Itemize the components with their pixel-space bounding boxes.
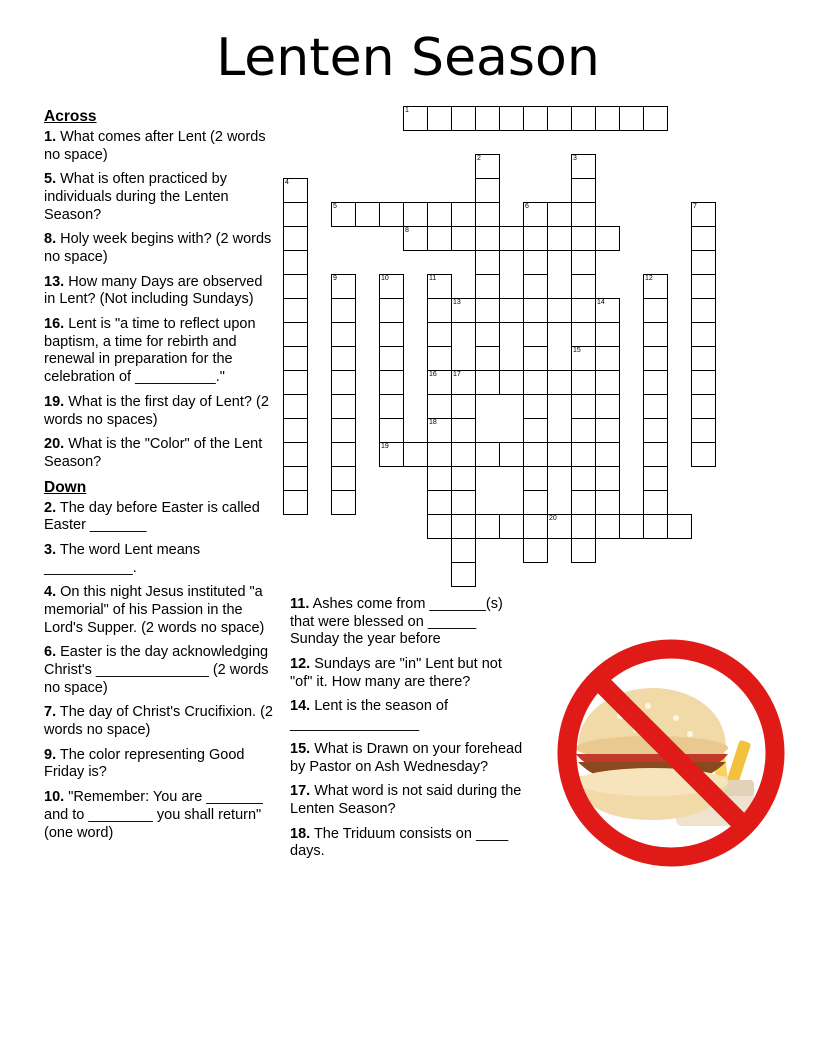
clue-number: 6. bbox=[44, 644, 57, 661]
clue-text: How many Days are observed in Lent? (Not including Sundays) bbox=[44, 273, 263, 308]
crossword-cell[interactable] bbox=[331, 418, 356, 443]
crossword-cell[interactable] bbox=[427, 442, 452, 467]
crossword-cell[interactable] bbox=[283, 250, 308, 275]
cell-number: 5 bbox=[333, 203, 337, 210]
crossword-cell[interactable] bbox=[427, 226, 452, 251]
crossword-cell[interactable] bbox=[331, 466, 356, 491]
crossword-cell[interactable] bbox=[595, 442, 620, 467]
crossword-cell[interactable] bbox=[427, 370, 452, 395]
crossword-cell[interactable] bbox=[595, 514, 620, 539]
across-heading: Across bbox=[44, 108, 97, 125]
crossword-cell[interactable] bbox=[523, 226, 548, 251]
crossword-cell[interactable] bbox=[451, 514, 476, 539]
crossword-cell[interactable] bbox=[619, 106, 644, 131]
clue-down-6 bbox=[44, 644, 276, 697]
crossword-cell[interactable] bbox=[523, 250, 548, 275]
crossword-cell[interactable] bbox=[643, 346, 668, 371]
crossword-cell[interactable] bbox=[643, 442, 668, 467]
crossword-cell[interactable] bbox=[571, 442, 596, 467]
crossword-cell[interactable] bbox=[451, 106, 476, 131]
crossword-cell[interactable] bbox=[499, 514, 524, 539]
crossword-cell[interactable] bbox=[691, 298, 716, 323]
clue-text: Easter is the day acknowledging Christ's ______________ (2 words no space) bbox=[44, 644, 269, 696]
crossword-cell[interactable] bbox=[427, 490, 452, 515]
page-title: Lenten Season bbox=[216, 28, 600, 88]
crossword-cell[interactable] bbox=[691, 370, 716, 395]
crossword-cell[interactable] bbox=[331, 298, 356, 323]
clue-number: 11. bbox=[290, 596, 310, 612]
crossword-cell[interactable] bbox=[691, 250, 716, 275]
crossword-cell[interactable] bbox=[403, 226, 428, 251]
crossword-cell[interactable] bbox=[523, 466, 548, 491]
crossword-cell[interactable] bbox=[523, 538, 548, 563]
clue-down-17 bbox=[290, 783, 528, 818]
crossword-cell[interactable] bbox=[523, 202, 548, 227]
crossword-cell[interactable] bbox=[475, 442, 500, 467]
crossword-cell[interactable] bbox=[475, 106, 500, 131]
cell-number: 18 bbox=[429, 419, 437, 426]
clue-down-12 bbox=[290, 656, 528, 691]
cell-number: 13 bbox=[453, 299, 461, 306]
clue-text: The color representing Good Friday is? bbox=[44, 746, 245, 781]
clue-text: The word Lent means ___________. bbox=[44, 541, 201, 576]
crossword-cell[interactable] bbox=[427, 274, 452, 299]
crossword-cell[interactable] bbox=[595, 106, 620, 131]
crossword-cell[interactable] bbox=[571, 178, 596, 203]
cell-number: 16 bbox=[429, 371, 437, 378]
clue-number: 20. bbox=[44, 436, 65, 453]
crossword-cell[interactable] bbox=[523, 274, 548, 299]
crossword-cell[interactable] bbox=[451, 562, 476, 587]
cell-number: 6 bbox=[525, 203, 529, 210]
crossword-cell[interactable] bbox=[475, 370, 500, 395]
crossword-cell[interactable] bbox=[283, 178, 308, 203]
crossword-cell[interactable] bbox=[499, 298, 524, 323]
clue-text: What is Drawn on your forehead by Pastor on Ash Wednesday? bbox=[290, 740, 523, 775]
clue-down-3 bbox=[44, 542, 276, 577]
crossword-cell[interactable] bbox=[595, 226, 620, 251]
crossword-cell[interactable] bbox=[571, 538, 596, 563]
clue-number: 1. bbox=[44, 128, 57, 145]
crossword-cell[interactable] bbox=[379, 394, 404, 419]
crossword-cell[interactable] bbox=[283, 370, 308, 395]
crossword-cell[interactable] bbox=[403, 106, 428, 131]
clue-number: 12. bbox=[290, 656, 311, 673]
crossword-cell[interactable] bbox=[643, 466, 668, 491]
crossword-cell[interactable] bbox=[595, 346, 620, 371]
crossword-cell[interactable] bbox=[379, 298, 404, 323]
crossword-cell[interactable] bbox=[523, 418, 548, 443]
crossword-cell[interactable] bbox=[379, 346, 404, 371]
crossword-cell[interactable] bbox=[571, 202, 596, 227]
crossword-cell[interactable] bbox=[595, 394, 620, 419]
crossword-cell[interactable] bbox=[547, 442, 572, 467]
crossword-cell[interactable] bbox=[427, 298, 452, 323]
cell-number: 19 bbox=[381, 443, 389, 450]
crossword-cell[interactable] bbox=[379, 202, 404, 227]
crossword-cell[interactable] bbox=[691, 322, 716, 347]
crossword-cell[interactable] bbox=[331, 274, 356, 299]
crossword-cell[interactable] bbox=[379, 370, 404, 395]
across-clues-column bbox=[44, 108, 276, 849]
clue-text: What word is not said during the Lenten Season? bbox=[290, 783, 522, 817]
crossword-cell[interactable] bbox=[283, 298, 308, 323]
crossword-cell[interactable] bbox=[595, 466, 620, 491]
crossword-cell[interactable] bbox=[571, 226, 596, 251]
crossword-cell[interactable] bbox=[379, 322, 404, 347]
crossword-cell[interactable] bbox=[475, 346, 500, 371]
crossword-cell[interactable] bbox=[547, 298, 572, 323]
cell-number: 4 bbox=[285, 179, 289, 186]
clue-number: 3. bbox=[44, 541, 57, 558]
crossword-cell[interactable] bbox=[547, 202, 572, 227]
no-meat-burger-prohibition-image bbox=[548, 630, 794, 876]
clue-number: 19. bbox=[44, 393, 65, 410]
crossword-cell[interactable] bbox=[379, 442, 404, 467]
crossword-cell[interactable] bbox=[475, 298, 500, 323]
crossword-cell[interactable] bbox=[499, 370, 524, 395]
clue-number: 2. bbox=[44, 499, 57, 516]
crossword-cell[interactable] bbox=[475, 226, 500, 251]
crossword-cell[interactable] bbox=[451, 442, 476, 467]
crossword-cell[interactable] bbox=[691, 442, 716, 467]
crossword-cell[interactable] bbox=[691, 226, 716, 251]
crossword-cell[interactable] bbox=[475, 154, 500, 179]
cell-number: 7 bbox=[693, 203, 697, 210]
cell-number: 9 bbox=[333, 275, 337, 282]
crossword-cell[interactable] bbox=[475, 322, 500, 347]
crossword-cell[interactable] bbox=[331, 370, 356, 395]
crossword-cell[interactable] bbox=[451, 490, 476, 515]
crossword-cell[interactable] bbox=[571, 274, 596, 299]
cell-number: 15 bbox=[573, 347, 581, 354]
clue-down-4 bbox=[44, 584, 276, 637]
crossword-cell[interactable] bbox=[523, 394, 548, 419]
crossword-cell[interactable] bbox=[283, 418, 308, 443]
crossword-cell[interactable] bbox=[331, 346, 356, 371]
crossword-cell[interactable] bbox=[571, 514, 596, 539]
clue-number: 18. bbox=[290, 825, 311, 842]
crossword-cell[interactable] bbox=[571, 490, 596, 515]
clue-number: 10. bbox=[44, 789, 65, 806]
crossword-cell[interactable] bbox=[499, 226, 524, 251]
clue-text: The day before Easter is called Easter _______ bbox=[44, 499, 260, 534]
clue-text: "Remember: You are _______ and to ________ you shall return" (one word) bbox=[44, 789, 263, 841]
crossword-cell[interactable] bbox=[451, 226, 476, 251]
down-heading: Down bbox=[44, 478, 87, 496]
clue-text: Lent is the season of ________________ bbox=[290, 698, 449, 733]
cell-number: 10 bbox=[381, 275, 389, 282]
crossword-cell[interactable] bbox=[691, 346, 716, 371]
clue-text: What is the first day of Lent? (2 words no spaces) bbox=[44, 393, 269, 428]
crossword-cell[interactable] bbox=[691, 274, 716, 299]
crossword-cell[interactable] bbox=[427, 466, 452, 491]
crossword-cell[interactable] bbox=[523, 490, 548, 515]
crossword-cell[interactable] bbox=[475, 202, 500, 227]
crossword-cell[interactable] bbox=[379, 274, 404, 299]
clue-across-16 bbox=[44, 316, 276, 387]
crossword-cell[interactable] bbox=[595, 298, 620, 323]
crossword-cell[interactable] bbox=[427, 514, 452, 539]
crossword-cell[interactable] bbox=[331, 322, 356, 347]
cell-number: 17 bbox=[453, 371, 461, 378]
crossword-cell[interactable] bbox=[571, 346, 596, 371]
crossword-cell[interactable] bbox=[547, 106, 572, 131]
crossword-cell[interactable] bbox=[571, 394, 596, 419]
clue-text: The Triduum consists on ____ days. bbox=[290, 825, 509, 860]
crossword-cell[interactable] bbox=[571, 298, 596, 323]
crossword-cell[interactable] bbox=[283, 226, 308, 251]
crossword-cell[interactable] bbox=[571, 370, 596, 395]
crossword-cell[interactable] bbox=[595, 322, 620, 347]
crossword-cell[interactable] bbox=[331, 202, 356, 227]
clue-text: On this night Jesus instituted "a memorial" of his Passion in the Lord's Supper. (2 words no space) bbox=[44, 584, 265, 636]
clue-number: 7. bbox=[44, 704, 57, 721]
clue-text: Ashes come from _______(s) that were blessed on ______ Sunday the year before bbox=[290, 596, 503, 648]
crossword-cell[interactable] bbox=[403, 202, 428, 227]
cell-number: 8 bbox=[405, 227, 409, 234]
crossword-cell[interactable] bbox=[571, 106, 596, 131]
clue-down-10 bbox=[44, 789, 276, 842]
crossword-cell[interactable] bbox=[427, 322, 452, 347]
crossword-cell[interactable] bbox=[571, 250, 596, 275]
crossword-cell[interactable] bbox=[283, 442, 308, 467]
clue-text: Lent is "a time to reflect upon baptism, a time for rebirth and renewal in preparation for the celebration of __________." bbox=[44, 316, 256, 386]
clue-number: 16. bbox=[44, 316, 65, 333]
cell-number: 14 bbox=[597, 299, 605, 306]
crossword-cell[interactable] bbox=[283, 322, 308, 347]
crossword-cell[interactable] bbox=[451, 538, 476, 563]
cell-number: 20 bbox=[549, 515, 557, 522]
crossword-cell[interactable] bbox=[547, 514, 572, 539]
crossword-cell[interactable] bbox=[475, 178, 500, 203]
clue-number: 5. bbox=[44, 171, 57, 188]
crossword-cell[interactable] bbox=[427, 106, 452, 131]
crossword-cell[interactable] bbox=[643, 274, 668, 299]
clue-down-11 bbox=[290, 596, 528, 649]
clue-down-9 bbox=[44, 747, 276, 782]
clue-number: 14. bbox=[290, 698, 311, 715]
clue-across-19 bbox=[44, 394, 276, 429]
clue-text: Holy week begins with? (2 words no space) bbox=[44, 231, 272, 266]
crossword-cell[interactable] bbox=[451, 370, 476, 395]
clue-number: 15. bbox=[290, 740, 311, 757]
crossword-cell[interactable] bbox=[691, 202, 716, 227]
crossword-cell[interactable] bbox=[283, 490, 308, 515]
crossword-cell[interactable] bbox=[523, 370, 548, 395]
crossword-cell[interactable] bbox=[523, 442, 548, 467]
clue-text: What comes after Lent (2 words no space) bbox=[44, 128, 266, 163]
clue-across-1 bbox=[44, 129, 276, 164]
crossword-cell[interactable] bbox=[427, 202, 452, 227]
crossword-cell[interactable] bbox=[427, 394, 452, 419]
clue-number: 9. bbox=[44, 746, 57, 763]
crossword-cell[interactable] bbox=[451, 298, 476, 323]
crossword-cell[interactable] bbox=[595, 370, 620, 395]
crossword-cell[interactable] bbox=[331, 442, 356, 467]
crossword-cell[interactable] bbox=[451, 466, 476, 491]
crossword-cell[interactable] bbox=[451, 394, 476, 419]
crossword-cell[interactable] bbox=[643, 370, 668, 395]
crossword-cell[interactable] bbox=[523, 514, 548, 539]
crossword-cell[interactable] bbox=[475, 274, 500, 299]
crossword-cell[interactable] bbox=[643, 322, 668, 347]
crossword-cell[interactable] bbox=[643, 514, 668, 539]
clue-text: The day of Christ's Crucifixion. (2 words no space) bbox=[44, 704, 273, 739]
crossword-cell[interactable] bbox=[523, 106, 548, 131]
clue-text: Sundays are "in" Lent but not "of" it. How many are there? bbox=[290, 656, 502, 690]
clue-down-18 bbox=[290, 826, 528, 861]
crossword-cell[interactable] bbox=[283, 202, 308, 227]
crossword-cell[interactable] bbox=[595, 490, 620, 515]
crossword-cell[interactable] bbox=[283, 346, 308, 371]
clue-across-8 bbox=[44, 231, 276, 266]
clue-across-5 bbox=[44, 171, 276, 224]
crossword-cell[interactable] bbox=[691, 394, 716, 419]
crossword-cell[interactable] bbox=[475, 250, 500, 275]
crossword-cell[interactable] bbox=[451, 202, 476, 227]
clue-text: What is the "Color" of the Lent Season? bbox=[44, 436, 263, 470]
crossword-cell[interactable] bbox=[283, 274, 308, 299]
crossword-cell[interactable] bbox=[331, 490, 356, 515]
clue-number: 4. bbox=[44, 584, 57, 601]
crossword-cell[interactable] bbox=[571, 154, 596, 179]
cell-number: 3 bbox=[573, 155, 577, 162]
crossword-cell[interactable] bbox=[523, 322, 548, 347]
clue-down-2 bbox=[44, 500, 276, 535]
crossword-cell[interactable] bbox=[643, 394, 668, 419]
crossword-cell[interactable] bbox=[595, 418, 620, 443]
crossword-cell[interactable] bbox=[643, 490, 668, 515]
clue-text: What is often practiced by individuals during the Lenten Season? bbox=[44, 171, 229, 223]
cell-number: 1 bbox=[405, 107, 409, 114]
crossword-cell[interactable] bbox=[451, 418, 476, 443]
crossword-cell[interactable] bbox=[523, 298, 548, 323]
crossword-cell[interactable] bbox=[427, 418, 452, 443]
crossword-cell[interactable] bbox=[619, 514, 644, 539]
clue-number: 17. bbox=[290, 783, 311, 800]
crossword-cell[interactable] bbox=[283, 394, 308, 419]
clue-across-13 bbox=[44, 274, 276, 309]
crossword-cell[interactable] bbox=[643, 298, 668, 323]
crossword-cell[interactable] bbox=[691, 418, 716, 443]
crossword-cell[interactable] bbox=[355, 202, 380, 227]
cell-number: 2 bbox=[477, 155, 481, 162]
crossword-cell[interactable] bbox=[547, 226, 572, 251]
crossword-cell[interactable] bbox=[499, 106, 524, 131]
clue-across-20 bbox=[44, 436, 276, 471]
crossword-grid[interactable] bbox=[283, 106, 753, 586]
clue-number: 13. bbox=[44, 273, 65, 290]
cell-number: 12 bbox=[645, 275, 653, 282]
crossword-cell[interactable] bbox=[331, 394, 356, 419]
clue-down-7 bbox=[44, 704, 276, 739]
cell-number: 11 bbox=[429, 275, 437, 282]
down-clues-column-continued bbox=[290, 596, 528, 868]
crossword-cell[interactable] bbox=[523, 346, 548, 371]
crossword-cell[interactable] bbox=[643, 106, 668, 131]
crossword-cell[interactable] bbox=[667, 514, 692, 539]
clue-number: 8. bbox=[44, 231, 57, 248]
crossword-cell[interactable] bbox=[571, 322, 596, 347]
crossword-cell[interactable] bbox=[499, 442, 524, 467]
crossword-cell[interactable] bbox=[427, 346, 452, 371]
crossword-cell[interactable] bbox=[547, 370, 572, 395]
crossword-cell[interactable] bbox=[379, 418, 404, 443]
clue-down-15 bbox=[290, 741, 528, 776]
crossword-cell[interactable] bbox=[571, 418, 596, 443]
crossword-cell[interactable] bbox=[571, 466, 596, 491]
crossword-cell[interactable] bbox=[403, 442, 428, 467]
clue-down-14 bbox=[290, 698, 528, 733]
crossword-cell[interactable] bbox=[475, 514, 500, 539]
crossword-cell[interactable] bbox=[283, 466, 308, 491]
crossword-cell[interactable] bbox=[643, 418, 668, 443]
